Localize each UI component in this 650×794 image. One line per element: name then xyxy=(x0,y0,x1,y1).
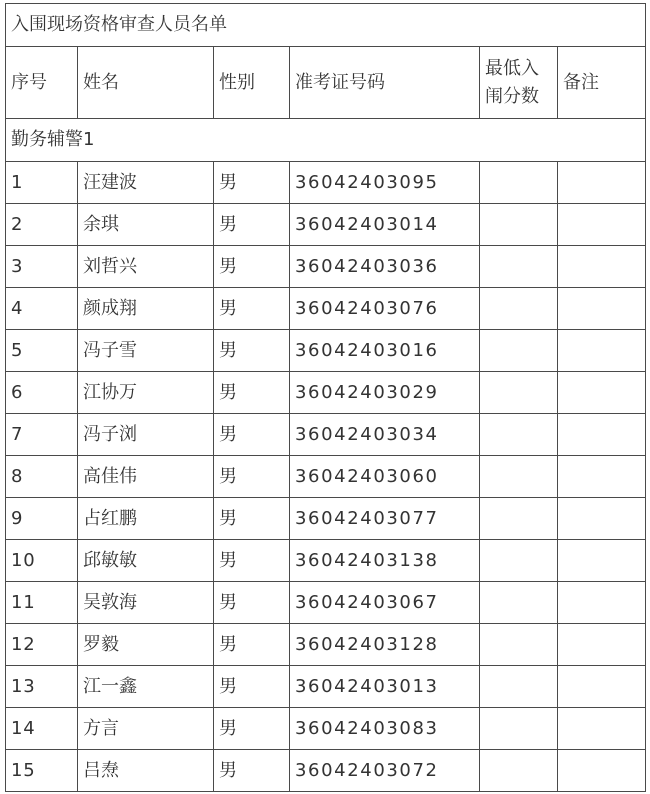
cell-min-score xyxy=(480,330,558,372)
cell-gender: 男 xyxy=(214,162,290,204)
table-row xyxy=(6,582,646,624)
cell-ticket: 36042403036 xyxy=(290,246,480,288)
cell-gender: 男 xyxy=(214,750,290,792)
table-row xyxy=(6,162,646,204)
cell-name: 邱敏敏 xyxy=(78,540,214,582)
cell-remark xyxy=(558,372,646,414)
cell-ticket: 36042403095 xyxy=(290,162,480,204)
cell-ticket: 36042403034 xyxy=(290,414,480,456)
cell-min-score xyxy=(480,498,558,540)
cell-gender: 男 xyxy=(214,288,290,330)
cell-ticket: 36042403013 xyxy=(290,666,480,708)
cell-gender: 男 xyxy=(214,456,290,498)
cell-ticket: 36042403128 xyxy=(290,624,480,666)
cell-seq: 11 xyxy=(6,582,78,624)
cell-seq: 14 xyxy=(6,708,78,750)
header-seq: 序号 xyxy=(6,47,78,119)
header-gender: 性别 xyxy=(214,47,290,119)
cell-min-score xyxy=(480,288,558,330)
cell-seq: 1 xyxy=(6,162,78,204)
cell-name: 吴敦海 xyxy=(78,582,214,624)
cell-seq: 2 xyxy=(6,204,78,246)
cell-seq: 7 xyxy=(6,414,78,456)
cell-gender: 男 xyxy=(214,708,290,750)
cell-seq: 9 xyxy=(6,498,78,540)
cell-name: 冯子浏 xyxy=(78,414,214,456)
cell-min-score xyxy=(480,750,558,792)
cell-gender: 男 xyxy=(214,246,290,288)
table-row xyxy=(6,708,646,750)
candidate-list-table xyxy=(5,3,646,792)
cell-ticket: 36042403029 xyxy=(290,372,480,414)
cell-gender: 男 xyxy=(214,540,290,582)
header-name: 姓名 xyxy=(78,47,214,119)
table-row xyxy=(6,330,646,372)
cell-remark xyxy=(558,456,646,498)
cell-min-score xyxy=(480,162,558,204)
cell-remark xyxy=(558,750,646,792)
cell-min-score xyxy=(480,372,558,414)
cell-remark xyxy=(558,204,646,246)
header-ticket: 准考证号码 xyxy=(290,47,480,119)
cell-name: 冯子雪 xyxy=(78,330,214,372)
cell-ticket: 36042403077 xyxy=(290,498,480,540)
table-row xyxy=(6,540,646,582)
cell-ticket: 36042403016 xyxy=(290,330,480,372)
cell-seq: 4 xyxy=(6,288,78,330)
cell-ticket: 36042403076 xyxy=(290,288,480,330)
cell-gender: 男 xyxy=(214,666,290,708)
table-title: 入围现场资格审查人员名单 xyxy=(6,4,646,47)
cell-name: 罗毅 xyxy=(78,624,214,666)
cell-min-score xyxy=(480,624,558,666)
table-row xyxy=(6,456,646,498)
cell-min-score xyxy=(480,246,558,288)
cell-remark xyxy=(558,708,646,750)
cell-seq: 3 xyxy=(6,246,78,288)
cell-gender: 男 xyxy=(214,372,290,414)
cell-remark xyxy=(558,414,646,456)
cell-remark xyxy=(558,540,646,582)
cell-gender: 男 xyxy=(214,414,290,456)
title-row xyxy=(6,4,646,47)
cell-min-score xyxy=(480,708,558,750)
table-row xyxy=(6,414,646,456)
cell-name: 高佳伟 xyxy=(78,456,214,498)
header-row xyxy=(6,47,646,119)
cell-name: 江协万 xyxy=(78,372,214,414)
table-row xyxy=(6,498,646,540)
cell-min-score xyxy=(480,540,558,582)
cell-remark xyxy=(558,666,646,708)
cell-seq: 5 xyxy=(6,330,78,372)
cell-seq: 8 xyxy=(6,456,78,498)
cell-gender: 男 xyxy=(214,624,290,666)
cell-ticket: 36042403138 xyxy=(290,540,480,582)
table-row xyxy=(6,204,646,246)
cell-name: 颜成翔 xyxy=(78,288,214,330)
cell-name: 汪建波 xyxy=(78,162,214,204)
cell-seq: 15 xyxy=(6,750,78,792)
section-row xyxy=(6,119,646,162)
cell-name: 江一鑫 xyxy=(78,666,214,708)
cell-remark xyxy=(558,246,646,288)
header-min-score: 最低入闱分数 xyxy=(480,47,558,119)
cell-remark xyxy=(558,162,646,204)
cell-name: 方言 xyxy=(78,708,214,750)
cell-ticket: 36042403083 xyxy=(290,708,480,750)
cell-min-score xyxy=(480,582,558,624)
table-row xyxy=(6,246,646,288)
section-title: 勤务辅警1 xyxy=(6,119,646,162)
cell-remark xyxy=(558,288,646,330)
cell-name: 占红鹏 xyxy=(78,498,214,540)
cell-seq: 6 xyxy=(6,372,78,414)
cell-remark xyxy=(558,498,646,540)
header-remark: 备注 xyxy=(558,47,646,119)
cell-gender: 男 xyxy=(214,204,290,246)
cell-seq: 10 xyxy=(6,540,78,582)
cell-ticket: 36042403067 xyxy=(290,582,480,624)
table-row xyxy=(6,666,646,708)
table-row xyxy=(6,372,646,414)
cell-min-score xyxy=(480,204,558,246)
cell-name: 吕焘 xyxy=(78,750,214,792)
cell-ticket: 36042403014 xyxy=(290,204,480,246)
cell-min-score xyxy=(480,414,558,456)
cell-seq: 12 xyxy=(6,624,78,666)
cell-gender: 男 xyxy=(214,498,290,540)
cell-min-score xyxy=(480,666,558,708)
table-row xyxy=(6,750,646,792)
cell-min-score xyxy=(480,456,558,498)
cell-remark xyxy=(558,624,646,666)
cell-name: 刘哲兴 xyxy=(78,246,214,288)
cell-name: 余琪 xyxy=(78,204,214,246)
cell-gender: 男 xyxy=(214,330,290,372)
cell-ticket: 36042403060 xyxy=(290,456,480,498)
cell-seq: 13 xyxy=(6,666,78,708)
cell-remark xyxy=(558,330,646,372)
cell-gender: 男 xyxy=(214,582,290,624)
cell-ticket: 36042403072 xyxy=(290,750,480,792)
cell-remark xyxy=(558,582,646,624)
table-body xyxy=(6,4,646,792)
table-row xyxy=(6,288,646,330)
table-row xyxy=(6,624,646,666)
